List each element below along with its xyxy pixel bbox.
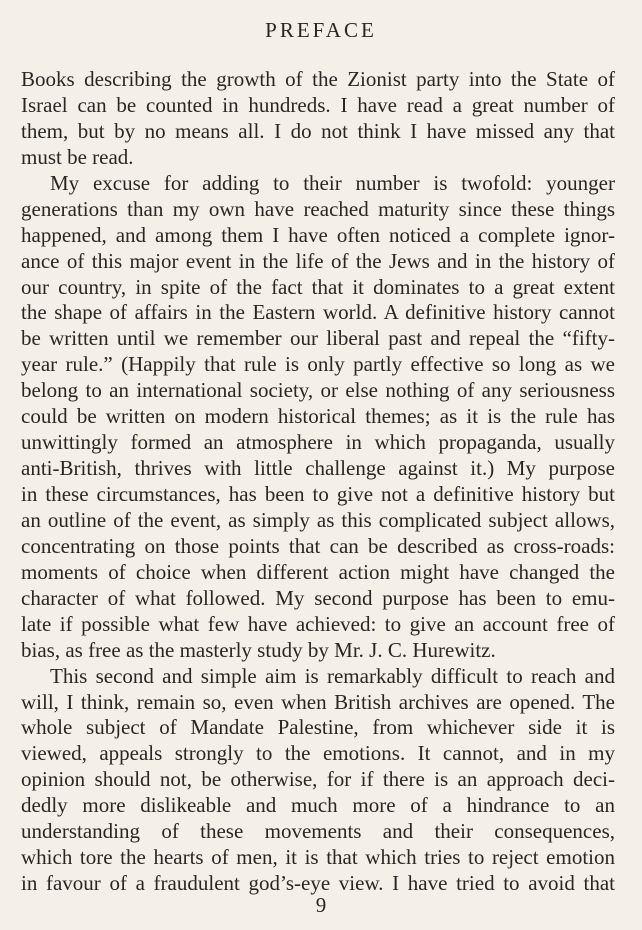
text-line: late if possible what few have achieved: to give an account free of: [21, 611, 615, 636]
text-line: ance of this major event in the life of the Jews and in the history of: [21, 248, 615, 273]
text-line: year rule.” (Happily that rule is only partly effective so long as we: [21, 352, 615, 377]
text-line: in favour of a fraudulent god’s-eye view. I have tried to avoid that: [21, 871, 615, 896]
text-line: an outline of the event, as simply as this complicated subject allows,: [21, 507, 615, 532]
text-line: our country, in spite of the fact that it dominates to a great extent: [21, 274, 615, 299]
text-line: This second and simple aim is remarkably difficult to reach and: [50, 663, 615, 688]
text-line: My excuse for adding to their number is twofold: younger: [50, 170, 615, 195]
text-line: in these circumstances, has been to give not a definitive history but: [21, 482, 615, 506]
text-line: dedly more dislikeable and much more of a hindrance to an: [21, 793, 615, 818]
text-line: concentrating on those points that can be described as cross-roads:: [21, 533, 615, 558]
text-line: must be read.: [21, 144, 134, 169]
text-line: will, I think, remain so, even when British archives are opened. The: [21, 689, 615, 714]
text-line: moments of choice when different action might have changed the: [21, 559, 615, 584]
text-line: be written until we remember our liberal past and repeal the “fifty-: [21, 326, 615, 351]
text-line: whole subject of Mandate Palestine, from whichever side it is: [21, 715, 615, 740]
text-line: unwittingly formed an atmosphere in which propaganda, usually: [21, 430, 615, 455]
text-line: could be written on modern historical themes; as it is the rule has: [21, 404, 615, 429]
text-line: viewed, appeals strongly to the emotions. It cannot, and in my: [21, 741, 615, 766]
text-line: anti-British, thrives with little challenge against it.) My purpose: [21, 456, 615, 481]
page-number: 9: [315, 893, 327, 917]
text-line: generations than my own have reached maturity since these things: [21, 196, 615, 221]
text-line: happened, and among them I have often noticed a complete ignor-: [21, 222, 615, 247]
text-line: which tore the hearts of men, it is that which tries to reject emotion: [21, 845, 615, 870]
text-line: character of what followed. My second purpose has been to emu-: [21, 585, 615, 610]
text-line: bias, as free as the masterly study by Mr. J. C. Hurewitz.: [21, 637, 496, 662]
text-line: belong to an international society, or else nothing of any seriousness: [21, 378, 615, 403]
body-text: [21, 67, 615, 897]
text-line: the shape of affairs in the Eastern world. A definitive history cannot: [21, 300, 615, 325]
text-line: opinion should not, be otherwise, for if there is an approach deci-: [21, 767, 615, 792]
text-line: Books describing the growth of the Zionist party into the State of: [21, 67, 615, 91]
page-title: PREFACE: [265, 18, 377, 42]
text-line: them, but by no means all. I do not think I have missed any that: [21, 118, 615, 143]
text-line: Israel can be counted in hundreds. I have read a great number of: [21, 92, 615, 117]
text-line: understanding of these movements and their consequences,: [21, 819, 615, 844]
